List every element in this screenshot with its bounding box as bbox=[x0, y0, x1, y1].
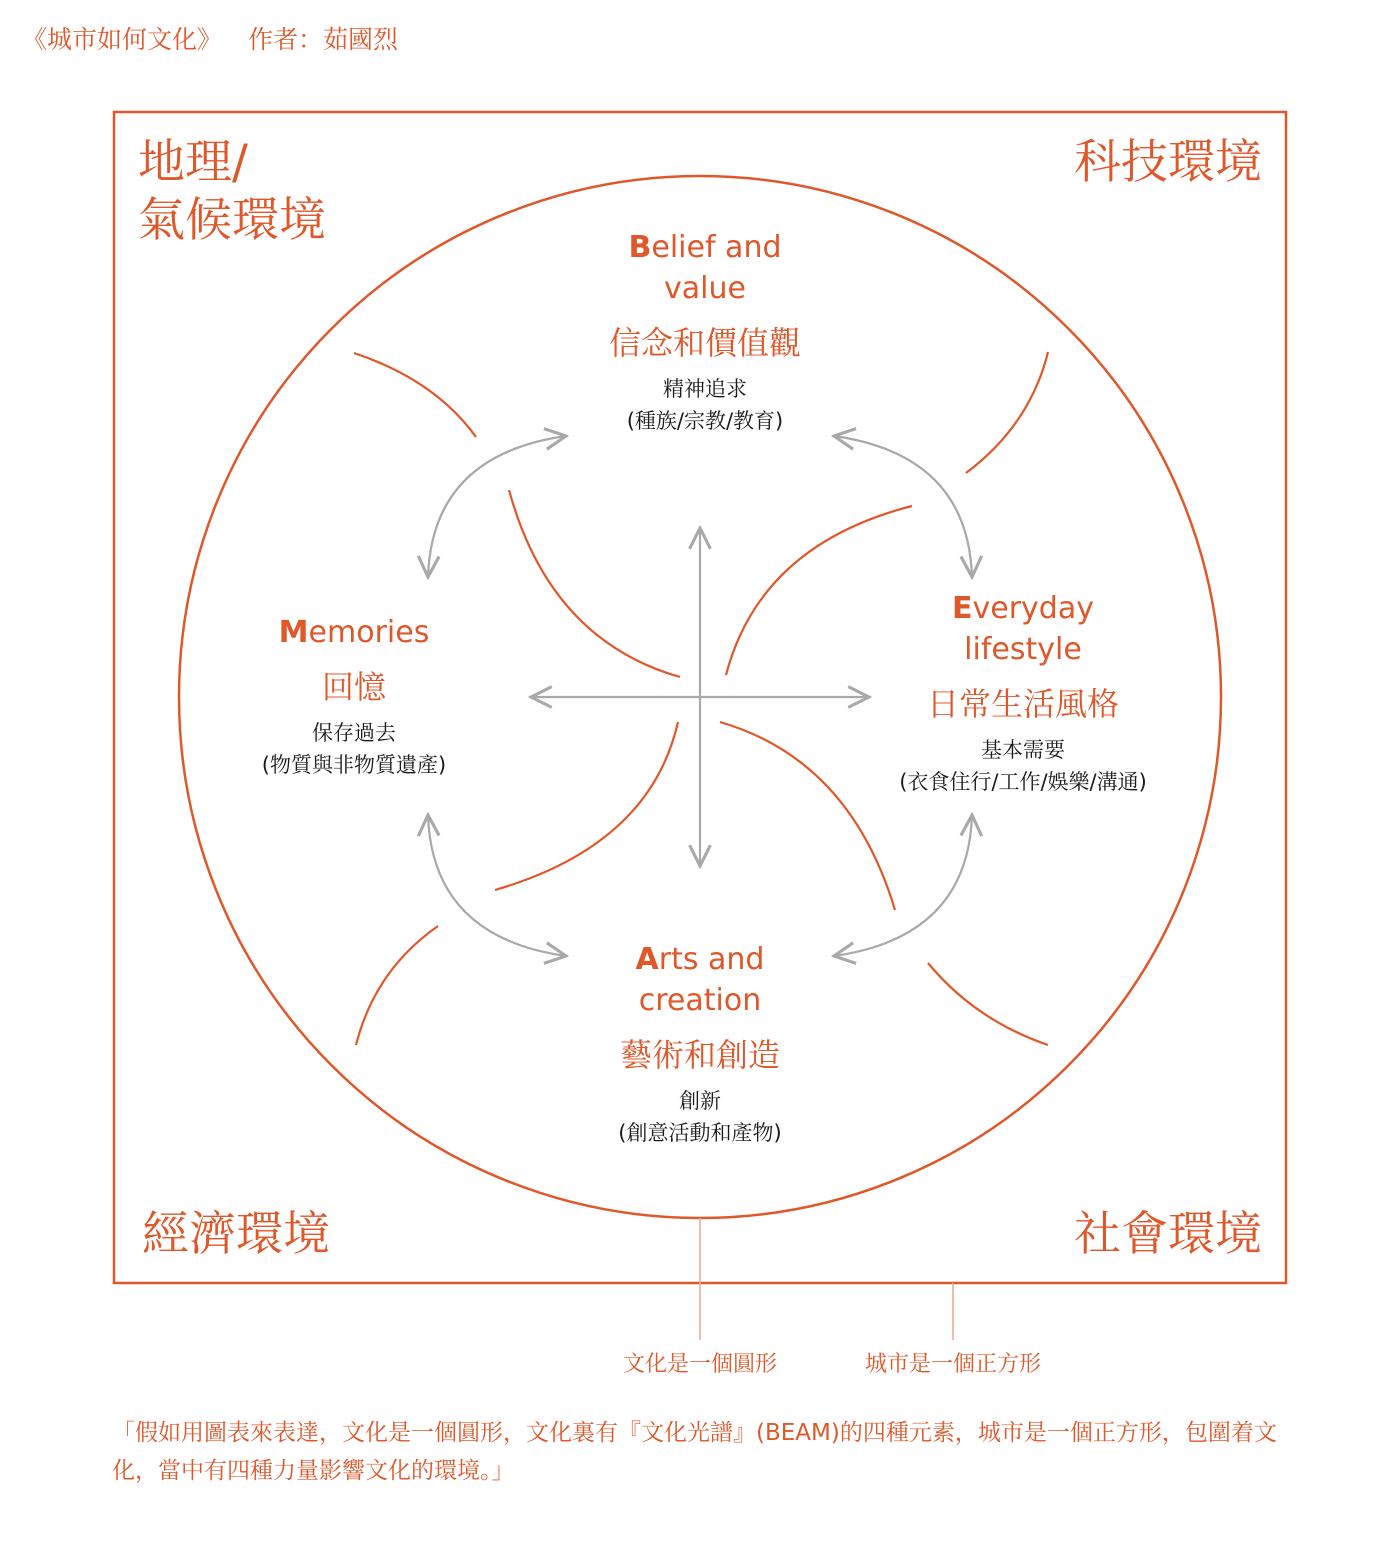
node-everyday-sub2: (衣食住行/工作/娛樂/溝通) bbox=[899, 770, 1147, 794]
node-arts-en-line1: Arts and bbox=[635, 942, 765, 977]
corner-bottom-left: 經濟環境 bbox=[142, 1207, 330, 1262]
node-everyday-en-line2: lifestyle bbox=[964, 632, 1082, 667]
node-arts bbox=[500, 939, 900, 1149]
caption-square: 城市是一個正方形 bbox=[864, 1352, 1041, 1377]
corner-bottom-right: 社會環境 bbox=[1074, 1207, 1262, 1262]
node-everyday-sub1: 基本需要 bbox=[981, 738, 1065, 762]
node-belief-en-line1: Belief and bbox=[628, 230, 782, 265]
caption-circle: 文化是一個圓形 bbox=[622, 1352, 777, 1377]
corner-top-left-line1: 地理/ bbox=[138, 135, 248, 190]
node-memories bbox=[154, 612, 554, 781]
node-arts-sub2: (創意活動和產物) bbox=[618, 1121, 782, 1145]
node-belief bbox=[505, 227, 905, 437]
author: 作者：茹國烈 bbox=[248, 25, 399, 54]
node-memories-sub2: (物質與非物質遺產) bbox=[261, 753, 447, 777]
arrow-memories-arts bbox=[428, 815, 566, 956]
quote-text: 「假如用圖表來表達，文化是一個圓形，文化裏有『文化光譜』(BEAM)的四種元素，城市是一個正方形，包圍着文化，當中有四種力量影響文化的環境。」 bbox=[112, 1420, 1277, 1484]
node-arts-sub1: 創新 bbox=[679, 1089, 721, 1113]
node-memories-en-line1: Memories bbox=[278, 615, 430, 650]
node-arts-en-line2: creation bbox=[638, 983, 762, 1018]
node-memories-sub1: 保存過去 bbox=[312, 721, 396, 745]
arrow-belief-memories bbox=[428, 436, 566, 577]
center-cross bbox=[531, 528, 869, 866]
header bbox=[22, 20, 398, 56]
node-belief-zh: 信念和價值觀 bbox=[608, 324, 801, 362]
force-curve bbox=[356, 926, 438, 1045]
corner-top-right: 科技環境 bbox=[1074, 135, 1262, 190]
book-title: 《城市如何文化》 bbox=[22, 25, 223, 54]
corner-top-left-line2: 氣候環境 bbox=[138, 193, 326, 248]
node-everyday bbox=[823, 588, 1223, 798]
node-memories-zh: 回憶 bbox=[321, 668, 386, 706]
force-curve bbox=[354, 353, 476, 437]
arrow-everyday-arts bbox=[834, 815, 972, 956]
node-arts-zh: 藝術和創造 bbox=[619, 1036, 780, 1074]
corner-top-left bbox=[138, 134, 326, 250]
force-curve bbox=[966, 352, 1048, 473]
node-belief-sub1: 精神追求 bbox=[663, 377, 747, 401]
force-curve bbox=[928, 963, 1048, 1045]
node-belief-sub2: (種族/宗教/教育) bbox=[626, 409, 784, 433]
leader-lines bbox=[700, 1218, 953, 1340]
node-everyday-zh: 日常生活風格 bbox=[926, 685, 1119, 723]
arrow-belief-everyday bbox=[834, 436, 972, 577]
node-belief-en-line2: value bbox=[664, 271, 746, 306]
node-everyday-en-line1: Everyday bbox=[952, 591, 1094, 626]
